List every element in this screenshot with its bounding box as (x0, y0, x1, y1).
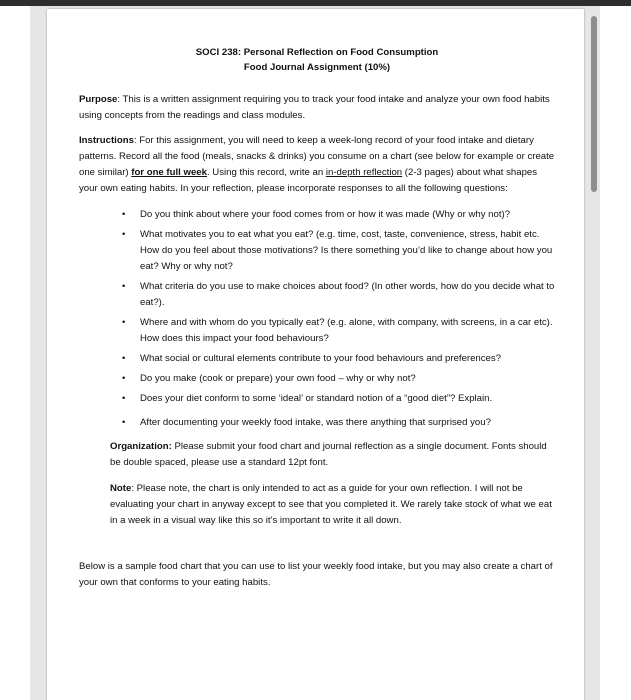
list-item (79, 371, 555, 387)
purpose-text: : This is a written assignment requiring you to track your food intake and analyze your own food habits using concepts from the readings and class modules. (79, 94, 550, 121)
list-item (79, 391, 555, 407)
question-list (79, 207, 555, 431)
instructions-label: Instructions (79, 135, 134, 146)
question-text: After documenting your weekly food intake, was there anything that surprised you? (140, 417, 491, 428)
list-item (79, 279, 555, 311)
bullet: • (122, 229, 126, 240)
bullet: • (122, 373, 126, 384)
organization-text: Please submit your food chart and journal reflection as a single document. Fonts should be double spaced, please use a standard 12pt font. (110, 441, 547, 468)
instructions-text-b: . Using this record, write an (206, 167, 326, 178)
purpose-paragraph (79, 92, 555, 124)
list-item (79, 227, 555, 275)
instructions-paragraph (79, 133, 555, 197)
instructions-reflection: in-depth reflection (325, 167, 403, 178)
question-text: What motivates you to eat what you eat? (e.g. time, cost, taste, convenience, stress, habit etc. How do you feel about those motivations? Is there something you’d like to change about how you eat? Why or why not? (140, 229, 553, 272)
document-body (79, 45, 555, 591)
sample-chart-paragraph: Below is a sample food chart that you can use to list your weekly food intake, but you may also create a chart of your own that conforms to your eating habits. (79, 561, 553, 588)
note-paragraph (110, 481, 555, 529)
bullet: • (122, 281, 126, 292)
question-text: Do you think about where your food comes from or how it was made (Why or why not)? (140, 209, 511, 220)
bullet: • (122, 393, 126, 404)
list-item (79, 315, 555, 347)
note-label: Note (110, 483, 132, 494)
vertical-scrollbar[interactable] (591, 16, 597, 192)
purpose-label: Purpose (79, 94, 118, 105)
list-item (79, 351, 555, 367)
organization-label: Organization: (110, 441, 172, 452)
organization-paragraph (110, 439, 555, 471)
instructions-duration: for one full week (131, 167, 207, 178)
document-title: SOCI 238: Personal Reflection on Food Consumption (195, 47, 439, 58)
bullet: • (122, 417, 126, 428)
question-text: Where and with whom do you typically eat? (e.g. alone, with company, with screens, in a car etc). How does this impact your food behaviours? (140, 317, 553, 344)
document-subtitle: Food Journal Assignment (10%) (243, 62, 391, 73)
question-text: Do you make (cook or prepare) your own food – why or why not? (140, 373, 416, 384)
bullet: • (122, 353, 126, 364)
question-text: What criteria do you use to make choices about food? (In other words, how do you decide what to eat?). (140, 281, 555, 308)
instructions-text-a: : For this assignment, you will need to keep a week-long record of your food intake and dietary patterns. Record all the food (meals, snacks & drinks) you consume on a chart (see below for example or create one similar) (79, 135, 555, 178)
instructions-text-c: (2-3 pages) about what shapes your own eating habits. In your reflection, please incorporate responses to all the following questions: (79, 167, 538, 194)
bullet: • (122, 317, 126, 328)
note-text: : Please note, the chart is only intended to act as a guide for your own reflection. I will not be evaluating your chart in anyway except to see that you completed it. We rarely take stock of what we eat in a week in a visual way like this so it’s important to write it all down. (110, 483, 552, 526)
question-text: What social or cultural elements contribute to your food behaviours and preferences? (140, 353, 502, 364)
question-text: Does your diet conform to some ‘ideal’ or standard notion of a “good diet”? Explain. (140, 393, 493, 404)
list-item (79, 207, 555, 223)
bullet: • (122, 209, 126, 220)
list-item (79, 415, 555, 431)
